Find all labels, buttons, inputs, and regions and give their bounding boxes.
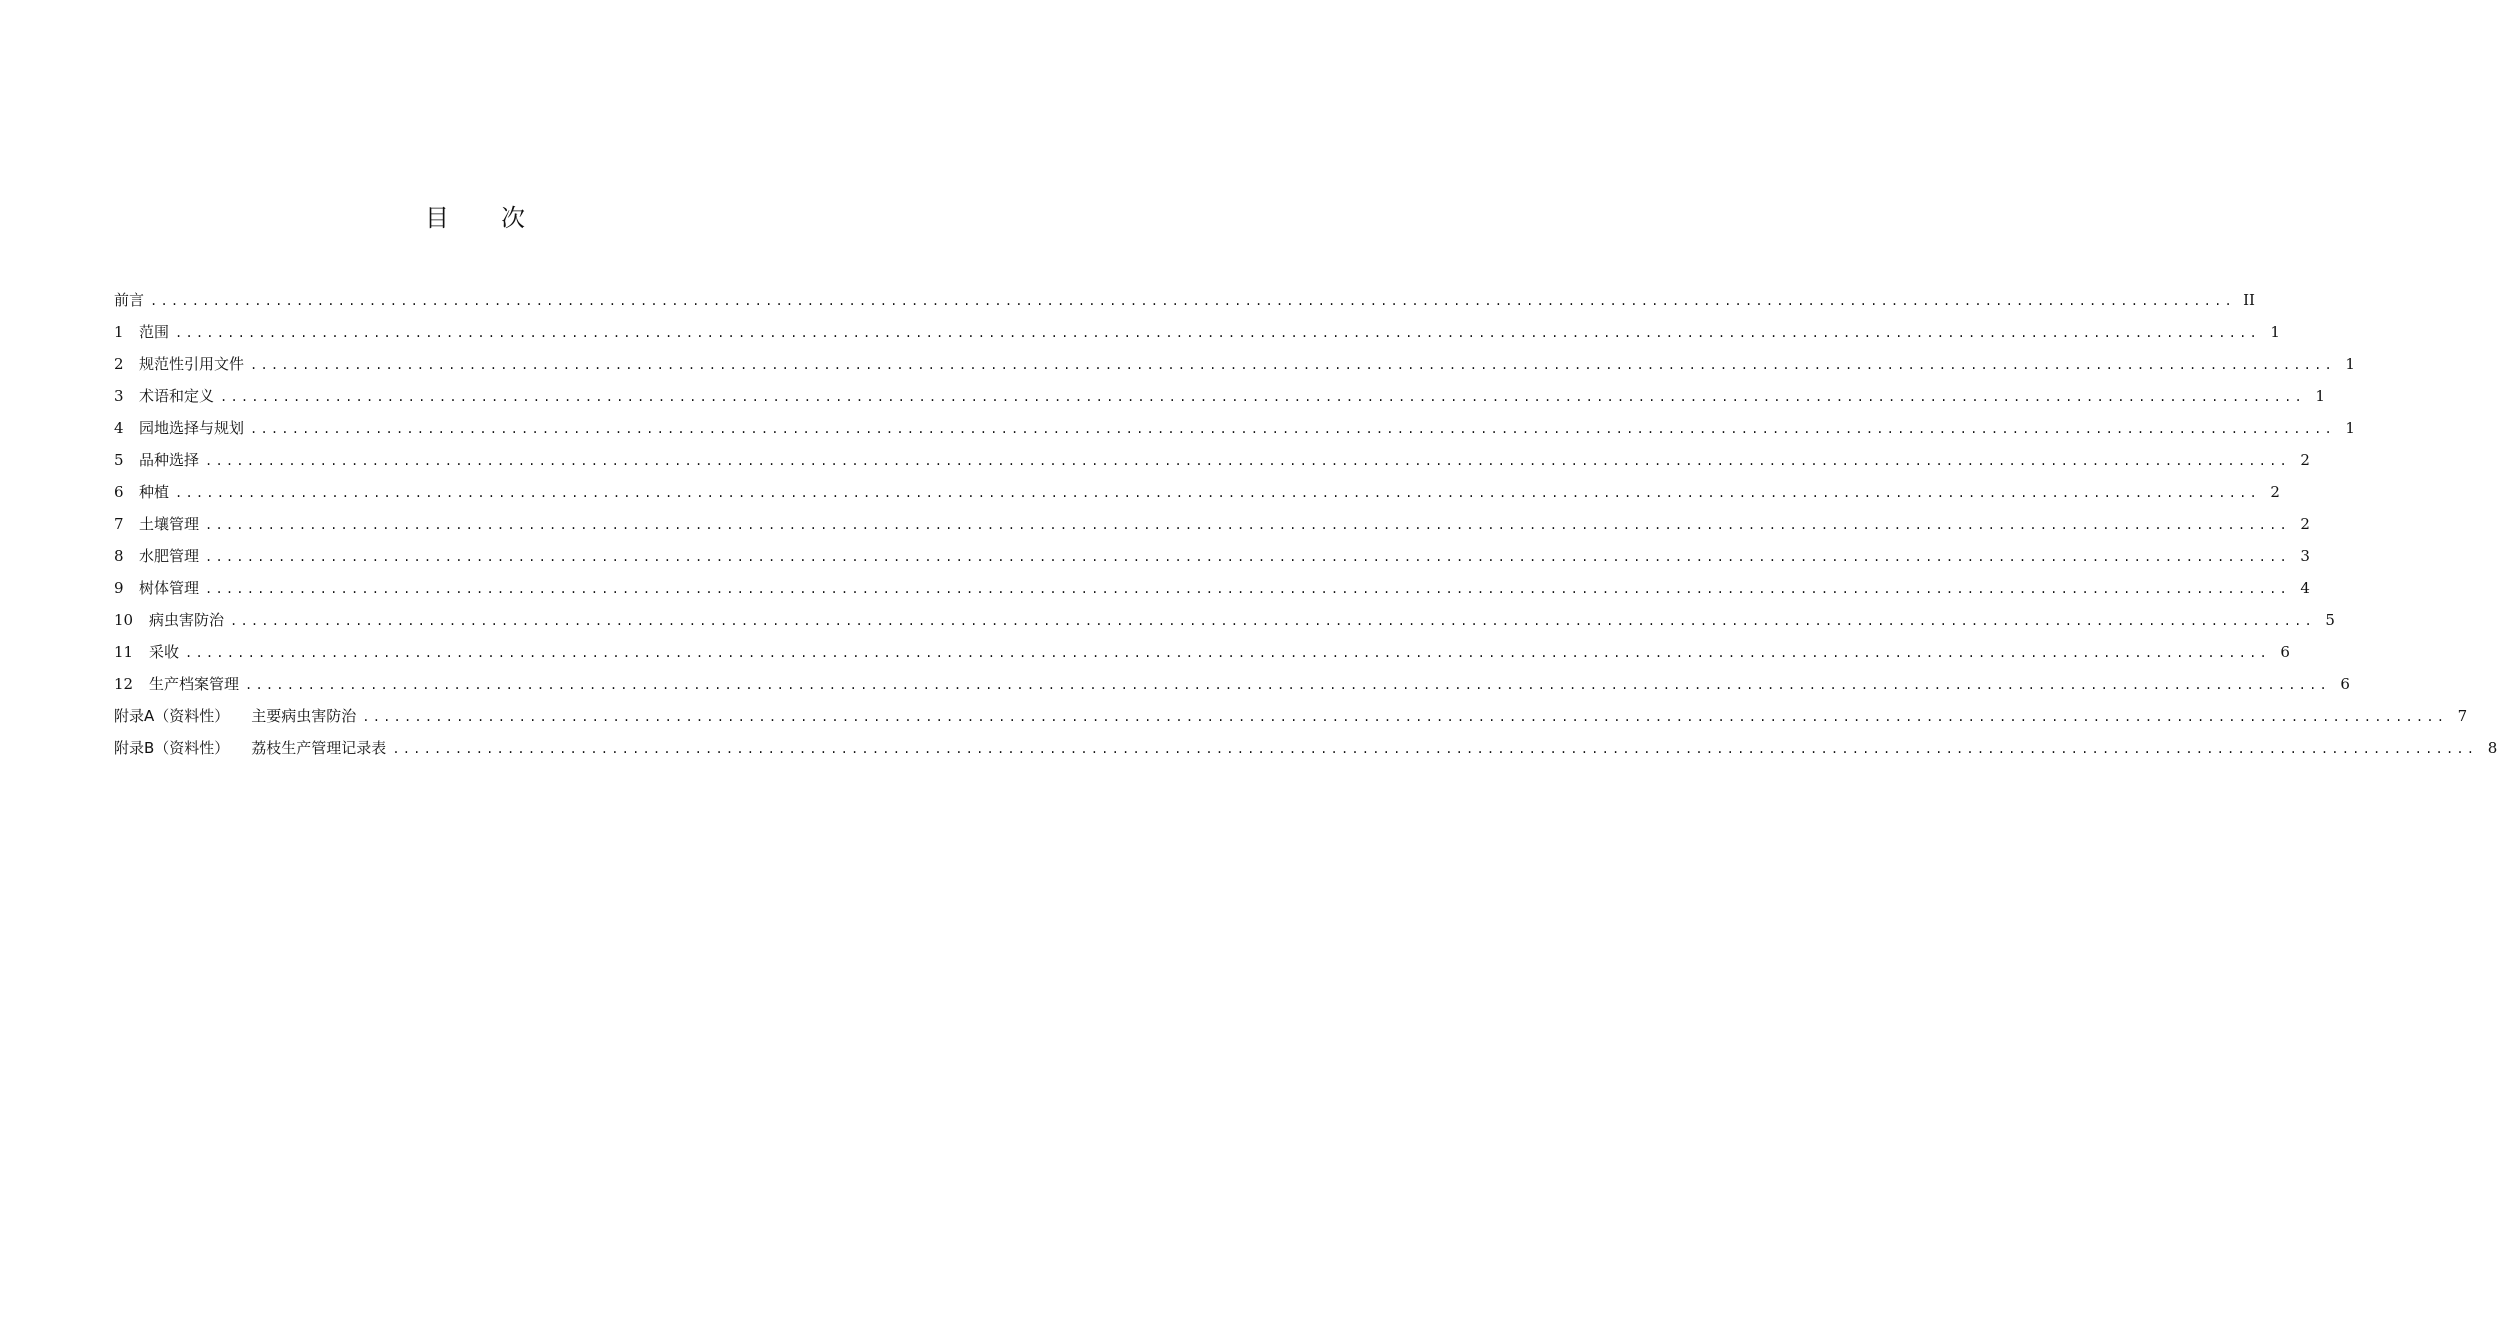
toc-entry-page: 1 xyxy=(2270,323,2280,341)
toc-entry-label xyxy=(114,732,386,764)
toc-entry-number: 8 xyxy=(114,547,124,565)
toc-entry-number: 9 xyxy=(114,579,124,597)
toc-appendix-prefix: 附录A（资料性） xyxy=(114,707,230,725)
toc-entry-number: 1 xyxy=(114,323,124,341)
toc-entry-number: 10 xyxy=(114,611,134,629)
toc-entry-label: 范围 xyxy=(139,323,170,341)
toc-entry-page: 1 xyxy=(2345,419,2355,437)
toc-dot-leader: ........................................................................................................................................................................................................ xyxy=(205,518,2290,532)
toc-entry-page: 1 xyxy=(2315,387,2325,405)
toc-dot-leader: ........................................................................................................................................................................................................ xyxy=(185,646,2270,660)
toc-entry-number: 3 xyxy=(114,387,124,405)
toc-entry-planting[interactable] xyxy=(114,476,2280,508)
toc-entry-water-fertilizer[interactable] xyxy=(114,540,2310,572)
toc-entry-label: 种植 xyxy=(139,483,170,501)
toc-entry-label: 树体管理 xyxy=(139,579,200,597)
toc-entry-appendix-a[interactable] xyxy=(114,700,2468,732)
toc-dot-leader: ........................................................................................................................................................................................................ xyxy=(205,582,2290,596)
toc-dot-leader: ........................................................................................................................................................................................................ xyxy=(220,390,2305,404)
toc-entry-harvest[interactable] xyxy=(114,636,2290,668)
toc-entry-number: 11 xyxy=(114,643,134,661)
toc-dot-leader: ........................................................................................................................................................................................................ xyxy=(245,678,2330,692)
toc-dot-leader: ........................................................................................................................................................................................................ xyxy=(362,710,2448,724)
toc-entry-site-selection[interactable] xyxy=(114,412,2355,444)
toc-entry-page: II xyxy=(2243,291,2255,309)
toc-entry-label: 水肥管理 xyxy=(139,547,200,565)
toc-entry-label: 品种选择 xyxy=(139,451,200,469)
toc-dot-leader: ........................................................................................................................................................................................................ xyxy=(392,742,2478,756)
toc-entry-page: 1 xyxy=(2345,355,2355,373)
toc-title xyxy=(0,198,950,238)
toc-entry-label: 土壤管理 xyxy=(139,515,200,533)
toc-title-char-1: 目 xyxy=(425,204,449,232)
toc-entry-foreword[interactable] xyxy=(114,284,2255,316)
toc-entry-scope[interactable] xyxy=(114,316,2280,348)
toc-entry-number: 6 xyxy=(114,483,124,501)
toc-entry-page: 6 xyxy=(2340,675,2350,693)
toc-dot-leader: ........................................................................................................................................................................................................ xyxy=(175,486,2260,500)
toc-entry-label: 规范性引用文件 xyxy=(139,355,245,373)
toc-entry-number: 12 xyxy=(114,675,134,693)
toc-dot-leader: ........................................................................................................................................................................................................ xyxy=(175,326,2260,340)
toc-dot-leader: ........................................................................................................................................................................................................ xyxy=(150,294,2235,308)
toc-appendix-prefix: 附录B（资料性） xyxy=(114,739,230,757)
toc-entry-page: 2 xyxy=(2300,515,2310,533)
toc-entry-label xyxy=(114,700,356,732)
toc-entry-number: 7 xyxy=(114,515,124,533)
toc-entry-label: 病虫害防治 xyxy=(149,611,225,629)
toc-entry-pest-control[interactable] xyxy=(114,604,2335,636)
toc-entry-page: 2 xyxy=(2300,451,2310,469)
toc-entry-page: 6 xyxy=(2280,643,2290,661)
toc-entry-label: 采收 xyxy=(149,643,180,661)
toc-entry-page: 8 xyxy=(2487,739,2497,757)
toc-entry-page: 7 xyxy=(2457,707,2468,725)
toc-entry-label: 园地选择与规划 xyxy=(139,419,245,437)
toc-entry-page: 4 xyxy=(2300,579,2310,597)
toc-title-char-2: 次 xyxy=(501,204,525,232)
toc-appendix-title: 荔枝生产管理记录表 xyxy=(251,739,387,757)
toc-entry-appendix-b[interactable] xyxy=(114,732,2497,764)
toc-entry-number: 5 xyxy=(114,451,124,469)
toc-entry-page: 3 xyxy=(2300,547,2310,565)
toc-entry-normative-references[interactable] xyxy=(114,348,2355,380)
toc-dot-leader: ........................................................................................................................................................................................................ xyxy=(250,422,2335,436)
toc-appendix-title: 主要病虫害防治 xyxy=(251,707,357,725)
toc-entry-soil-management[interactable] xyxy=(114,508,2310,540)
toc-entry-number: 4 xyxy=(114,419,124,437)
toc-entry-variety-selection[interactable] xyxy=(114,444,2310,476)
toc-entry-number: 2 xyxy=(114,355,124,373)
toc-entry-production-records[interactable] xyxy=(114,668,2350,700)
toc-entry-label: 前言 xyxy=(114,291,145,309)
toc-entry-page: 2 xyxy=(2270,483,2280,501)
toc-entry-page: 5 xyxy=(2325,611,2335,629)
toc-dot-leader: ........................................................................................................................................................................................................ xyxy=(230,614,2315,628)
toc-dot-leader: ........................................................................................................................................................................................................ xyxy=(250,358,2335,372)
toc-entry-tree-management[interactable] xyxy=(114,572,2310,604)
toc-entry-label: 生产档案管理 xyxy=(149,675,240,693)
toc-entry-label: 术语和定义 xyxy=(139,387,215,405)
toc-dot-leader: ........................................................................................................................................................................................................ xyxy=(205,550,2290,564)
toc-entry-terms-definitions[interactable] xyxy=(114,380,2325,412)
toc-dot-leader: ........................................................................................................................................................................................................ xyxy=(205,454,2290,468)
toc-list xyxy=(114,284,2497,764)
